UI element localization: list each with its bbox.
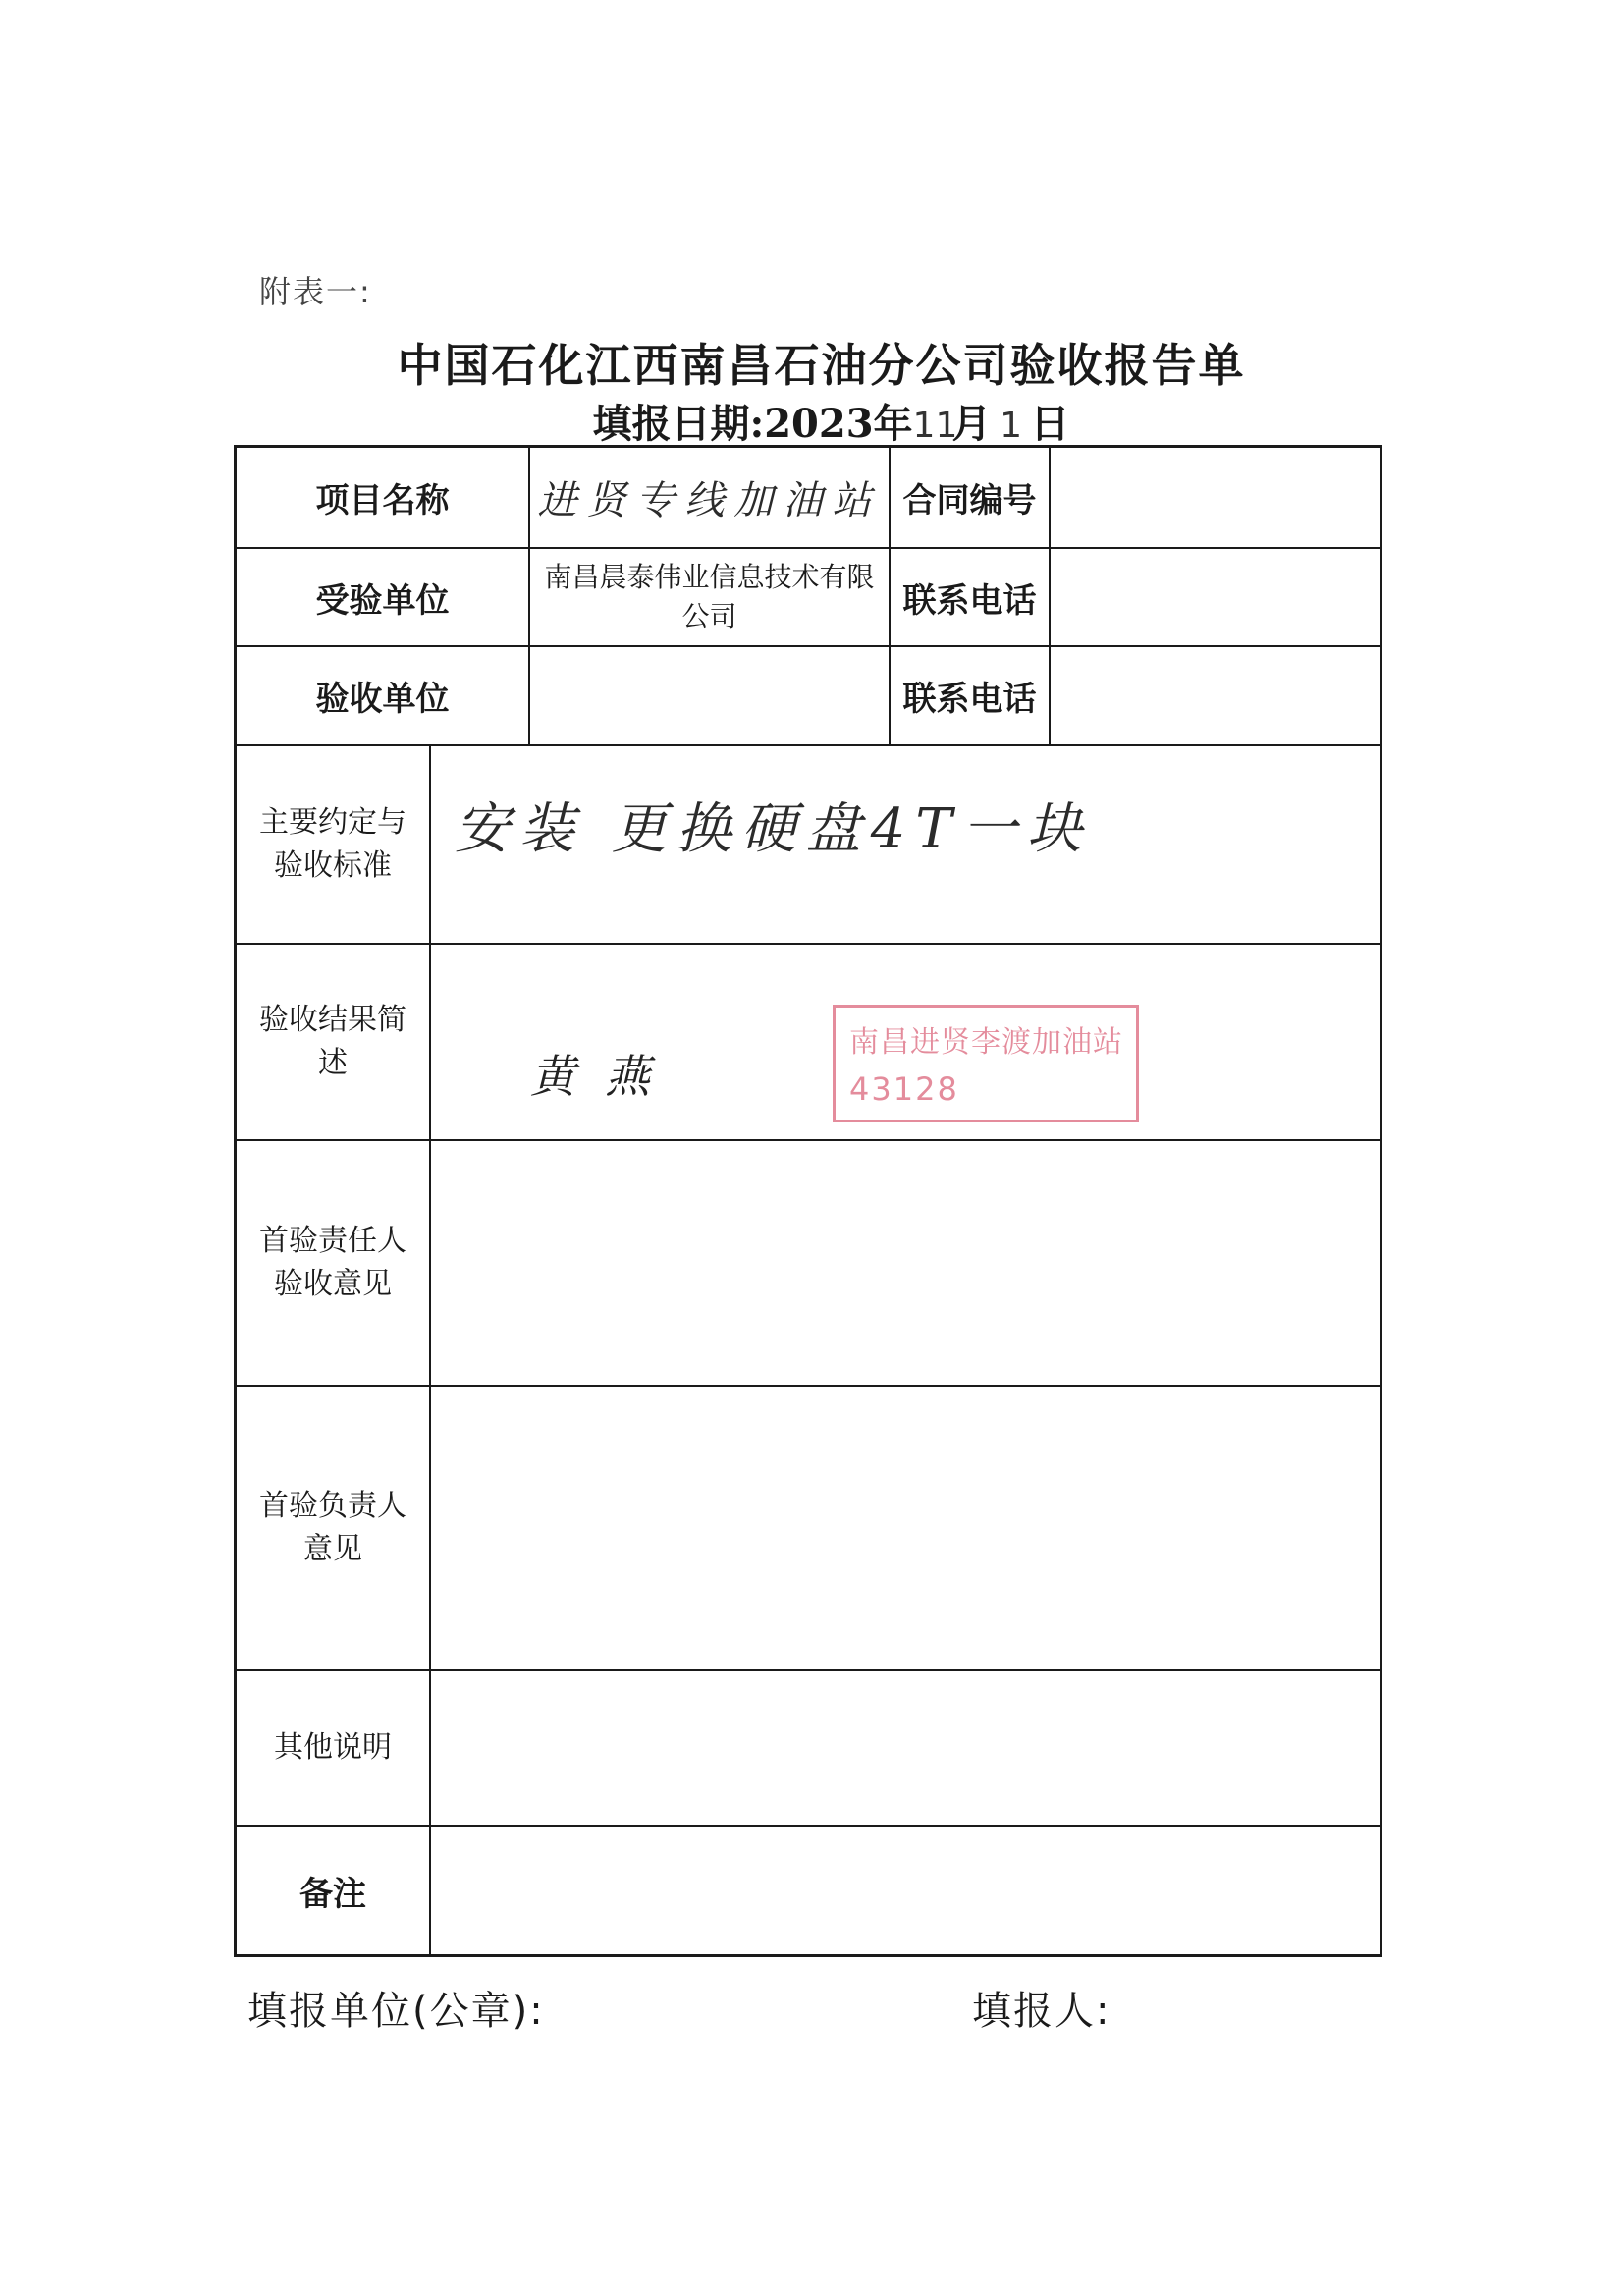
first-manager-label: 首验负责人意见 xyxy=(259,1489,406,1566)
other-value xyxy=(429,1671,1380,1825)
remark-label: 备注 xyxy=(299,1874,366,1914)
first-manager-value xyxy=(429,1387,1380,1669)
phone2-label: 联系电话 xyxy=(889,647,1049,744)
contract-no-label: 合同编号 xyxy=(889,448,1049,547)
date-month-unit: 月 xyxy=(951,401,992,447)
first-inspector-label: 首验责任人验收意见 xyxy=(259,1224,406,1301)
date-year: 2023 xyxy=(764,401,874,447)
date-day: 1 xyxy=(1000,406,1022,446)
stamp-name: 南昌进贤李渡加油站 xyxy=(849,1025,1123,1060)
acceptance-form-table xyxy=(234,445,1382,1957)
date-prefix: 填报日期: xyxy=(592,401,765,447)
handwritten-signature: 黄燕 xyxy=(530,1050,679,1103)
footer-unit-label: 填报单位(公章): xyxy=(247,1989,545,2034)
row-standard xyxy=(237,746,1380,945)
row-first-inspector xyxy=(237,1141,1380,1387)
first-inspector-value xyxy=(429,1141,1380,1385)
footer-person-label: 填报人: xyxy=(972,1989,1111,2034)
fill-date xyxy=(0,393,1623,449)
date-year-unit: 年 xyxy=(873,401,913,447)
date-month: 11 xyxy=(912,406,958,446)
attachment-label: 附表一: xyxy=(259,273,372,310)
contract-no-value xyxy=(1049,448,1380,547)
phone2-value xyxy=(1049,647,1380,744)
row-other xyxy=(237,1671,1380,1827)
remark-value xyxy=(429,1827,1380,1954)
vendor-label: 受验单位 xyxy=(315,580,450,621)
station-stamp xyxy=(833,1005,1139,1122)
row-project xyxy=(237,448,1380,549)
row-first-manager xyxy=(237,1387,1380,1671)
acceptor-label: 验收单位 xyxy=(315,680,450,719)
project-name-label: 项目名称 xyxy=(315,481,450,520)
row-result xyxy=(237,945,1380,1141)
other-label: 其他说明 xyxy=(274,1730,392,1765)
project-name-value: 进贤专线加油站 xyxy=(528,448,889,547)
standard-value: 安装 更换硬盘4T一块 xyxy=(429,746,1380,943)
row-vendor xyxy=(237,549,1380,647)
document-title: 中国石化江西南昌石油分公司验收报告单 xyxy=(397,339,1246,392)
vendor-value: 南昌晨泰伟业信息技术有限公司 xyxy=(528,549,889,645)
row-acceptor xyxy=(237,647,1380,746)
result-label: 验收结果简述 xyxy=(259,1003,406,1080)
phone1-value xyxy=(1049,549,1380,645)
stamp-code: 43128 xyxy=(849,1070,959,1108)
acceptor-value xyxy=(528,647,889,744)
date-day-unit: 日 xyxy=(1030,401,1070,447)
phone1-label: 联系电话 xyxy=(889,549,1049,645)
row-remark xyxy=(237,1827,1380,1954)
standard-label: 主要约定与验收标准 xyxy=(259,805,406,883)
